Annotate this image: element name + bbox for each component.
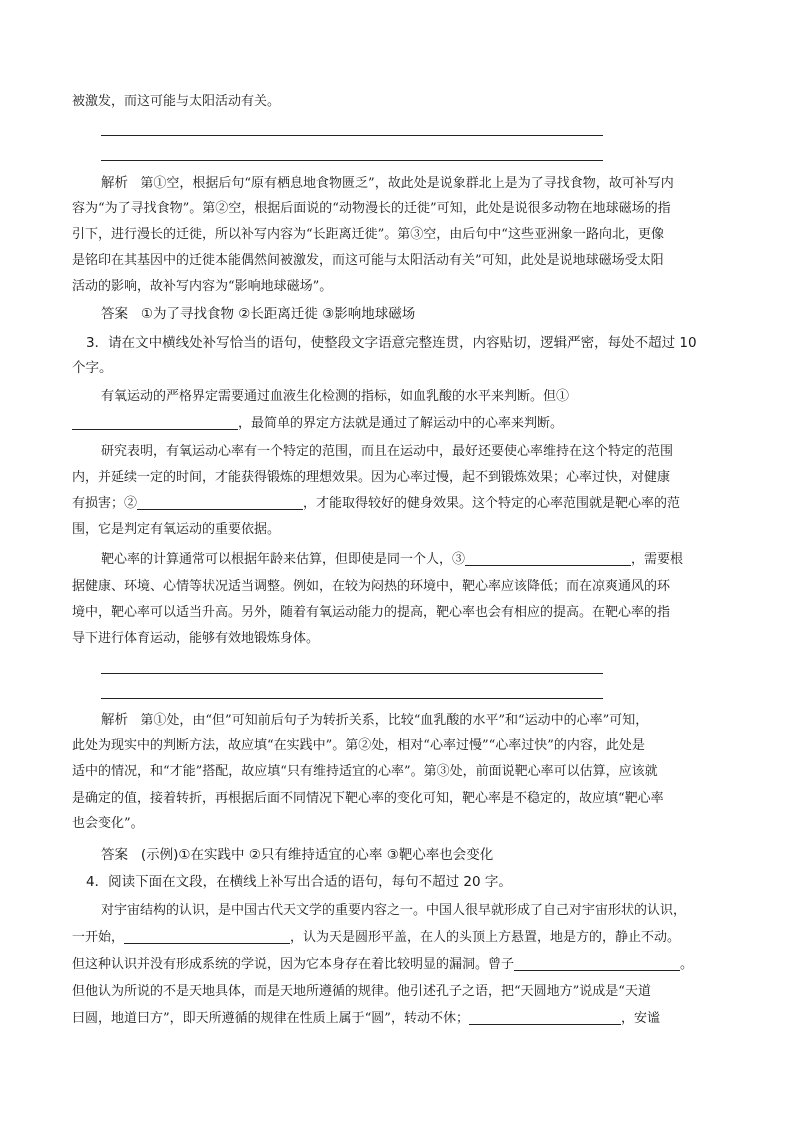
- question-prompt: 个字。: [72, 360, 113, 376]
- passage-line: [72, 1009, 722, 1029]
- question-prompt: 3．请在文中横线处补写恰当的语句，使整段文字语意完整连贯，内容贴切，逻辑严密，每处不超过 10: [86, 335, 697, 351]
- answer-rule: [101, 698, 603, 699]
- answer-rule: [101, 160, 603, 161]
- passage-text: ，最简单的界定方法就是通过了解运动中的心率来判断。: [238, 416, 564, 431]
- passage-line: 对宇宙结构的认识，是中国古代天文学的重要内容之一。中国人很早就形成了自己对宇宙形状的认识，: [101, 903, 687, 918]
- passage-line: 有氧运动的严格界定需要通过血液生化检测的指标，如血乳酸的水平来判断。但①: [101, 389, 570, 404]
- analysis-line: 是铭印在其基因中的迁徙本能偶然间被激发，而这可能与太阳活动有关”可知，此处是说地球磁场受太阳: [72, 253, 664, 268]
- passage-line: [72, 494, 722, 514]
- passage-line: [72, 955, 722, 975]
- analysis-line: 也会变化”。: [72, 816, 144, 831]
- answer-line: [101, 304, 751, 324]
- answer-text: (示例)①在实践中 ②只有维持适宜的心率 ③靶心率也会变化: [140, 847, 494, 863]
- analysis-line: [101, 173, 751, 194]
- analysis-text: 第①空，根据后句“原有栖息地食物匮乏”，故此处是说象群北上是为了寻找食物，故可补写内: [140, 176, 674, 191]
- passage-text: 曰圆，地道曰方”，即天所遵循的规律在性质上属于“圆”，转动不休；: [72, 1011, 469, 1026]
- passage-text: ，安谧: [620, 1011, 660, 1026]
- passage-line: 内，并延续一定的时间，才能获得锻炼的理想效果。因为心率过慢，起不到锻炼效果；心率过快，对健康: [72, 470, 671, 485]
- fill-blank-3[interactable]: [465, 551, 631, 566]
- answer-label: 答案: [101, 306, 128, 322]
- fill-blank-2[interactable]: [137, 495, 303, 510]
- fill-blank-6[interactable]: [469, 1010, 621, 1025]
- passage-line: 研究表明，有氧运动心率有一个特定的范围，而且在运动中，最好还要使心率维持在这个特定的范围: [101, 444, 674, 459]
- passage-text: 一开始，: [72, 930, 125, 945]
- passage-line: [72, 414, 722, 434]
- answer-text: ①为了寻找食物 ②长距离迁徙 ③影响地球磁场: [140, 306, 416, 322]
- fill-blank-4[interactable]: [124, 929, 290, 944]
- passage-line: [72, 928, 722, 948]
- passage-line: 围，它是判定有氧运动的重要依据。: [72, 522, 281, 537]
- passage-text: ，才能取得较好的健身效果。这个特定的心率范围就是靶心率的范: [303, 496, 681, 511]
- passage-line: 但他认为所说的不是天地具体，而是天地所遵循的规律。他引述孔子之语，把“天圆地方”说成是“天道: [72, 984, 651, 999]
- answer-rule: [101, 673, 603, 674]
- passage-text: 但这种认识并没有形成系统的学说，因为它本身存在着比较明显的漏洞。曾子: [72, 957, 515, 972]
- passage-line: 导下进行体育运动，能够有效地锻炼身体。: [72, 631, 320, 646]
- passage-text: ，需要根: [631, 552, 684, 567]
- analysis-line: [101, 710, 751, 731]
- answer-label: 答案: [101, 847, 128, 863]
- analysis-line: 适中的情况，和“才能”搭配，故应填“只有维持适宜的心率”。第③处，前面说靶心率可以估算，应该就: [72, 764, 658, 779]
- answer-rule: [101, 135, 603, 136]
- passage-line: 据健康、环境、心情等状况适当调整。例如，在较为闷热的环境中，靶心率应该降低；而在凉爽通风的环: [72, 579, 671, 594]
- analysis-line: 活动的影响，故补写内容为“影响地球磁场”。: [72, 279, 333, 294]
- analysis-line: 此处为现实中的判断方法，故应填“在实践中”。第②处，相对“心率过慢”“心率过快”的内容，此处是: [72, 738, 645, 753]
- analysis-line: 是确定的值，接着转折，再根据后面不同情况下靶心率的变化可知，靶心率是不稳定的，故应填“靶心率: [72, 791, 664, 806]
- analysis-line: 容为“为了寻找食物”。第②空，根据后面说的“动物漫长的迁徙”可知，此处是说很多动物在地球磁场的指: [72, 201, 671, 216]
- passage-line: [101, 550, 751, 570]
- question-prompt: 4．阅读下面在文段，在横线上补写出合适的语句，每句不超过 20 字。: [86, 874, 512, 890]
- fill-blank-1[interactable]: [72, 415, 238, 430]
- passage-text: 。: [680, 957, 694, 972]
- analysis-text: 第①处，由“但”可知前后句子为转折关系，比较“血乳酸的水平”和“运动中的心率”可知，: [140, 713, 649, 728]
- text-line: 被激发，而这可能与太阳活动有关。: [72, 94, 281, 109]
- fill-blank-5[interactable]: [514, 956, 680, 971]
- analysis-label: 解析: [101, 712, 128, 728]
- analysis-label: 解析: [101, 175, 128, 191]
- passage-text: 靶心率的计算通常可以根据年龄来估算，但即使是同一个人，③: [101, 552, 466, 567]
- passage-text: ，认为天是圆形平盖，在人的头顶上方悬置，地是方的，静止不动。: [290, 930, 681, 945]
- answer-line: [101, 845, 751, 865]
- analysis-line: 引下，进行漫长的迁徙，所以补写内容为“长距离迁徙”。第③空，由后句中“这些亚洲象一路向北，更像: [72, 227, 664, 242]
- passage-line: 境中，靶心率可以适当升高。另外，随着有氧运动能力的提高，靶心率也会有相应的提高。在靶心率的指: [72, 605, 671, 620]
- passage-text: 有损害；②: [72, 496, 138, 511]
